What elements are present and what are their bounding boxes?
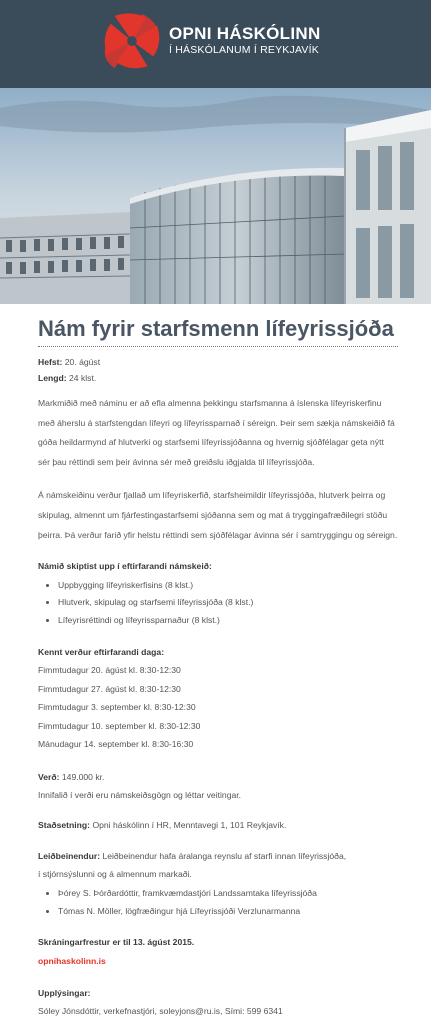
start-row (38, 355, 398, 371)
instructors-intro-2: í stjórnsýslunni og á almennum markaði. (38, 869, 192, 880)
list-item: • Þórey S. Þórðardóttir, framkvæmdastjóri Landssamtaka lífeyrissjóða (58, 885, 398, 903)
instructors-list (38, 885, 398, 920)
info-heading: Upplýsingar: (38, 988, 91, 999)
modules-list (38, 577, 398, 630)
price-label: Verð: (38, 771, 60, 782)
list-item: • Uppbygging lífeyriskerfisins (8 klst.) (58, 577, 398, 595)
page-title: Nám fyrir starfsmenn lífeyrissjóða (38, 316, 398, 347)
email-header (0, 0, 431, 88)
modules-heading: Námið skiptist upp í eftirfarandi námskeið: (38, 561, 212, 572)
price-note: Innifalið í verði eru námskeiðsgögn og léttar veitingar. (38, 789, 242, 800)
date-item: Fimmtudagur 27. ágúst kl. 8:30-12:30 (38, 683, 181, 694)
start-label: Hefst: (38, 357, 63, 367)
location-value: Opni háskólinn í HR, Menntavegi 1, 101 Reykjavík. (92, 819, 287, 830)
date-item: Mánudagur 14. september kl. 8:30-16:30 (38, 739, 194, 750)
location-row (38, 818, 398, 834)
topics-paragraph: Á námskeiðinu verður fjallað um lífeyriskerfið, starfsheimildir lífeyrissjóða, hlutverk þeirra og skipulag, almennt um fjárfestingastarfsemi sjóðanna sem og mat á tryggingafræðilegri stöðu þeirra. Þá verður farið yfir helstu réttindi sem sjóðfélagar ávinna sér í samtryggingu og séreign. (38, 490, 398, 540)
instructors-intro (38, 847, 398, 865)
intro-paragraph: Markmiðið með náminu er að efla almenna þekkingu starfsmanna á íslenska lífeyriskerfinu með áherslu á starfstengdan lífeyri og lífeyrissparnað í séreign. Þeir sem sækja námskeiðið fá góða heildarmynd af hlutverki og starfsemi lífeyrissjóðanna og hvernig sjóðfélagar geta nýtt sér þau réttindi sem þeir ávinna sér með greiðslu iðgjalda til lífeyrissjóða. (38, 398, 395, 467)
date-item: Fimmtudagur 20. ágúst kl. 8:30-12:30 (38, 665, 181, 676)
location-label: Staðsetning: (38, 819, 91, 830)
list-item: • Tómas N. Möller, lögfræðingur hjá Lífeyrissjóði Verzlunarmanna (58, 903, 398, 921)
list-item: • Hlutverk, skipulag og starfsemi lífeyrissjóða (8 klst.) (58, 594, 398, 612)
dates-heading: Kennt verður eftirfarandi daga: (38, 647, 165, 658)
opni-haskolinn-logo-icon (103, 12, 161, 70)
date-item: Fimmtudagur 10. september kl. 8:30-12:30 (38, 720, 201, 731)
university-building-photo (0, 88, 431, 304)
date-item: Fimmtudagur 3. september kl. 8:30-12:30 (38, 702, 196, 713)
instructors-label: Leiðbeinendur: (38, 851, 101, 862)
length-label: Lengd: (38, 372, 67, 383)
list-item: • Lífeyrisréttindi og lífeyrissparnaður (8 klst.) (58, 612, 398, 630)
website-link[interactable]: opnihaskolinn.is (38, 956, 106, 967)
length-value: 24 klst. (69, 372, 97, 383)
length-row (38, 371, 398, 387)
brand-title: OPNI HÁSKÓLINN (169, 24, 321, 43)
price-row (38, 768, 398, 786)
price-value: 149.000 kr. (61, 771, 105, 782)
brand-subtitle: Í HÁSKÓLANUM Í REYKJAVÍK (169, 44, 319, 56)
registration-deadline: Skráningarfrestur er til 13. ágúst 2015. (38, 937, 195, 948)
instructors-intro-text: Leiðbeinendur hafa áralanga reynslu af starfi innan lífeyrissjóða, (102, 851, 347, 862)
course-content (38, 316, 398, 1020)
info-contact: Sóley Jónsdóttir, verkefnastjóri, soleyjons@ru.is, Sími: 599 6341 (38, 1006, 283, 1017)
start-value: 20. ágúst (64, 357, 101, 367)
